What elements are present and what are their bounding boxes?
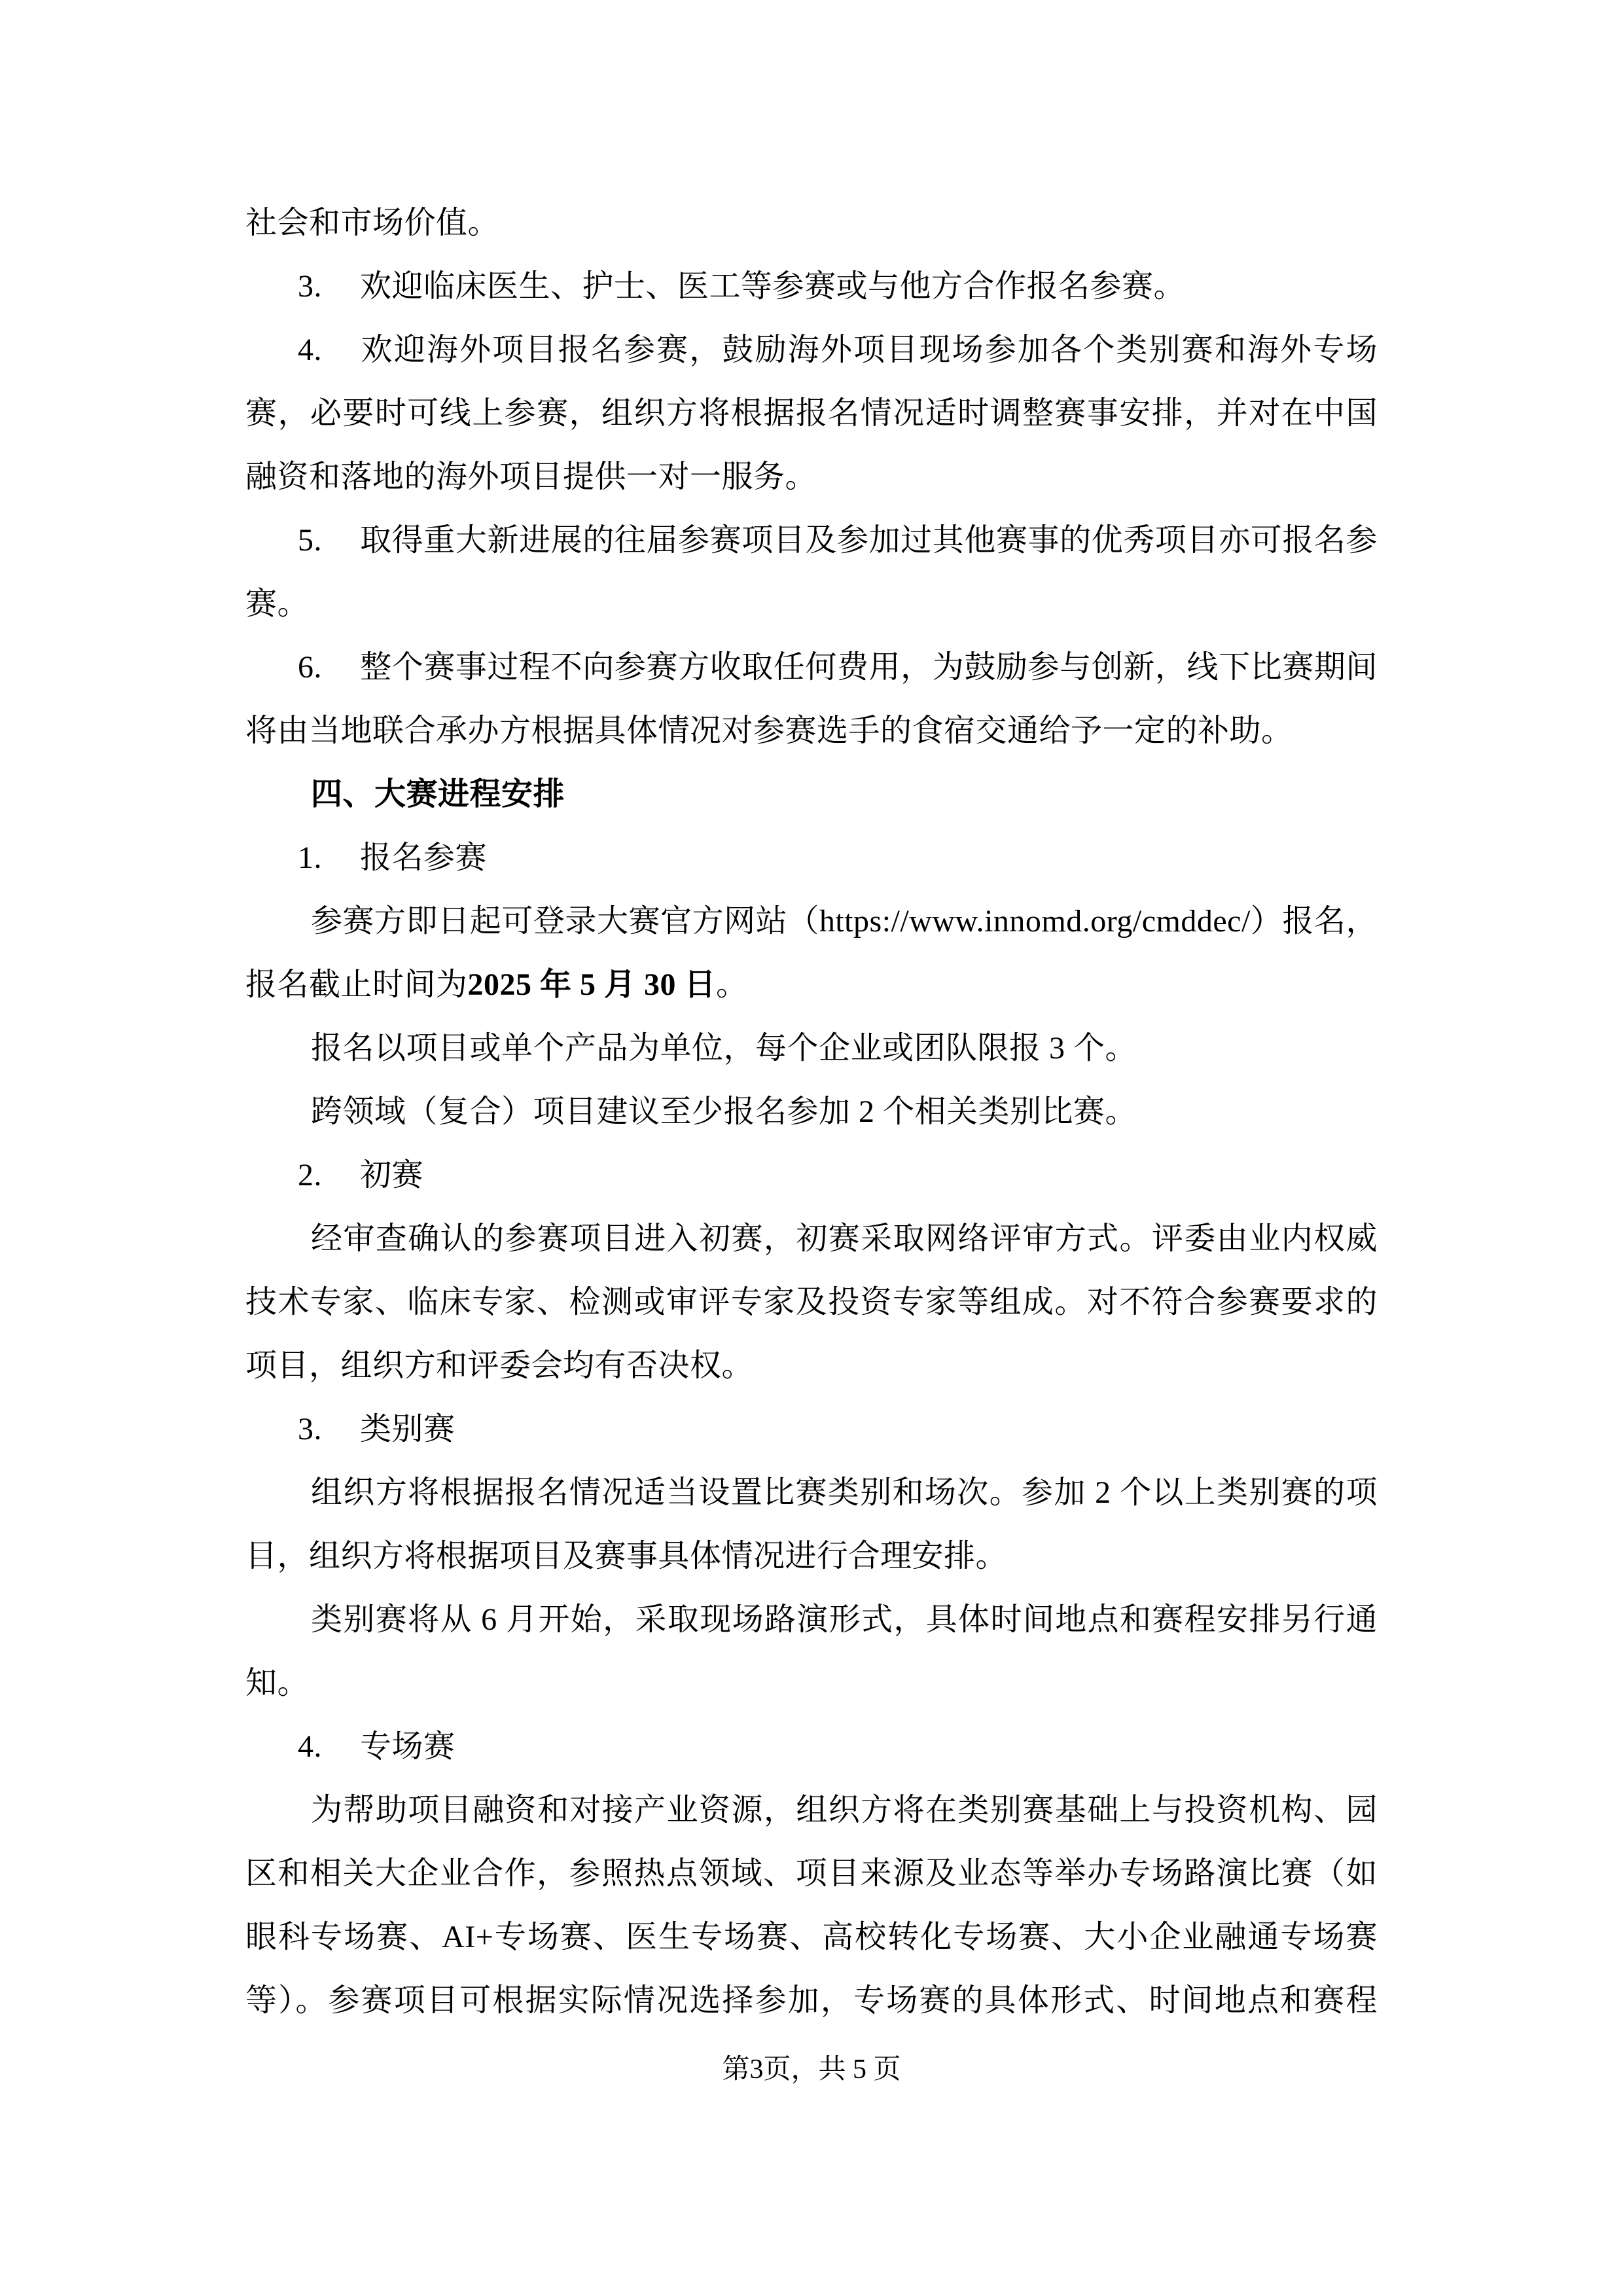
list-number: 3. — [298, 1412, 322, 1446]
list-item-5-previous-projects — [245, 509, 1378, 636]
text-run: 欢迎临床医生、护士、医工等参赛或与他方合作报名参赛。 — [360, 269, 1186, 304]
text-run: 参赛方即日起可登录大赛官方网站（https://www.innomd.org/cmddec/）报名，报名截止时间为 — [245, 904, 1378, 1002]
text-run: 整个赛事过程不向参赛方收取任何费用，为鼓励参与创新，线下比赛期间将由当地联合承办方根据具体情况对参赛选手的食宿交通给予一定的补助。 — [245, 650, 1378, 748]
paragraph-category-setup — [245, 1461, 1378, 1588]
text-run: 报名参赛 — [360, 840, 488, 875]
text-run: 。 — [716, 967, 748, 1002]
text-run: 类别赛将从 6 月开始，采取现场路演形式，具体时间地点和赛程安排另行通知。 — [245, 1602, 1378, 1700]
page-number: 第3页，共 5 页 — [722, 2054, 901, 2085]
text-run: 报名以项目或单个产品为单位，每个企业或团队限报 3 个。 — [311, 1031, 1137, 1066]
section-heading-schedule — [245, 762, 1378, 826]
list-item-6-no-fee — [245, 636, 1378, 762]
text-run: 初赛 — [360, 1158, 424, 1193]
page-footer — [0, 2053, 1623, 2087]
list-number: 2. — [298, 1158, 322, 1193]
deadline-date: 2025 年 5 月 30 日 — [467, 967, 717, 1002]
text-run: 为帮助项目融资和对接产业资源，组织方将在类别赛基础上与投资机构、园区和相关大企业合作，参照热点领域、项目来源及业态等举办专场路演比赛（如眼科专场赛、AI+专场赛、医生专场赛、高校转化专场赛、大小企业融通专场赛等）。参赛项目可根据实际情况选择参加，专场赛的具体形式、时间地点和赛程 — [245, 1793, 1378, 2018]
paragraph-social-market-value — [245, 191, 1378, 255]
text-run: 跨领域（复合）项目建议至少报名参加 2 个相关类别比赛。 — [311, 1094, 1137, 1129]
paragraph-preliminary-review — [245, 1207, 1378, 1397]
text-run: 组织方将根据报名情况适当设置比赛类别和场次。参加 2 个以上类别赛的项目，组织方将根据项目及赛事具体情况进行合理安排。 — [245, 1475, 1378, 1573]
list-number: 3. — [298, 269, 322, 304]
page-content — [245, 191, 1378, 2032]
list-number: 6. — [298, 650, 322, 685]
list-number: 5. — [298, 523, 322, 558]
paragraph-entry-limit — [245, 1016, 1378, 1080]
paragraph-registration-website — [245, 889, 1378, 1016]
list-number: 4. — [298, 332, 322, 367]
list-item-3-category-round — [245, 1397, 1378, 1461]
text-run: 类别赛 — [360, 1412, 455, 1446]
list-number: 4. — [298, 1729, 322, 1764]
list-item-4-special-round — [245, 1715, 1378, 1778]
list-item-1-registration — [245, 826, 1378, 889]
paragraph-special-round-detail — [245, 1778, 1378, 2032]
text-run: 经审查确认的参赛项目进入初赛，初赛采取网络评审方式。评委由业内权威技术专家、临床专家、检测或审评专家及投资专家等组成。对不符合参赛要求的项目，组织方和评委会均有否决权。 — [245, 1221, 1378, 1383]
text-run: 欢迎海外项目报名参赛，鼓励海外项目现场参加各个类别赛和海外专场赛，必要时可线上参赛，组织方将根据报名情况适时调整赛事安排，并对在中国融资和落地的海外项目提供一对一服务。 — [245, 332, 1378, 494]
text-run: 取得重大新进展的往届参赛项目及参加过其他赛事的优秀项目亦可报名参赛。 — [245, 523, 1378, 621]
list-item-4-overseas — [245, 318, 1378, 509]
paragraph-category-start — [245, 1588, 1378, 1715]
list-item-2-preliminary — [245, 1143, 1378, 1207]
list-number: 1. — [298, 840, 322, 875]
text-run: 社会和市场价值。 — [245, 206, 500, 240]
list-item-3-clinical — [245, 255, 1378, 318]
text-run: 专场赛 — [360, 1729, 455, 1764]
heading-text: 四、大赛进程安排 — [311, 776, 565, 812]
paragraph-cross-domain — [245, 1080, 1378, 1143]
